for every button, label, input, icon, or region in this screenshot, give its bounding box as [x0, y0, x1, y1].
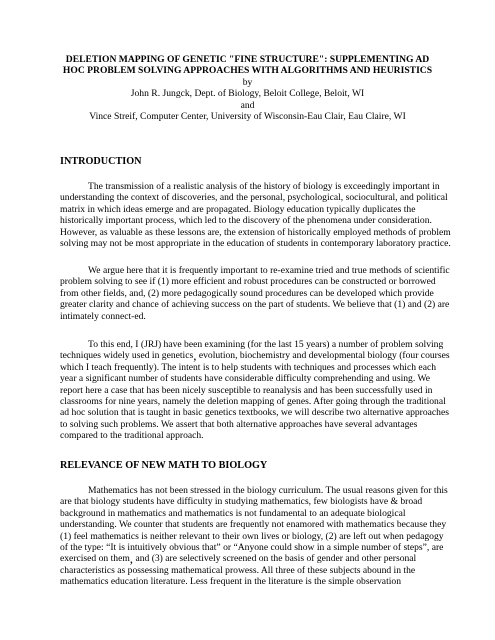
paragraph-relevance-1-mark: ,: [129, 551, 134, 567]
title-block: [60, 54, 435, 122]
paragraph-intro-2: We argue here that it is frequently important to re-examine tried and true methods of scientific problem solving to see if (1) more efficient and robust procedures can be constructed or borrowed from other fields, and, (2) more pedagogically sound procedures can be developed which provide greater clarity and chance of achieving success on the part of students. We believe that (1) and (2) are intimately connect-ed.: [60, 265, 450, 322]
paragraph-intro-3-mark: ,: [193, 348, 197, 364]
paragraph-intro-3-part-1: To this end, I (JRJ) have been examining (for the last 15 years) a number of problem solving techniques widely used in genetics: [60, 339, 444, 362]
paragraph-intro-3: [60, 339, 452, 442]
and-line: and: [240, 99, 255, 111]
paragraph-intro-3-part-2: evolution, biochemistry and developmental biology (four courses which I teach frequently). The intent is to help students with techniques and processes which each year a significant number of students have considerable difficulty comprehending and using. We report here a case that has been nicely susceptible to reanalysis and has been successfully used in classrooms for nine years, namely the deletion mapping of genes. After going through the traditional ad hoc solution that is taught in basic genetics textbooks, we will describe two alternative approaches to solving such problems. We assert that both alternative approaches have several advantages compared to the traditional approach.: [60, 350, 450, 442]
paragraph-intro-1: The transmission of a realistic analysis of the history of biology is exceedingly important in understanding the context of discoveries, and the personal, psychological, sociocultural, and political matrix in which ideas emerge and are propagated. Biology education typically duplicates the historically important process, which led to the discovery of the phenomena under consideration. However, as valuable as these lessons are, the extension of historically employed methods of problem solving may not be most appropriate in the education of students in contemporary laboratory practice.: [60, 181, 451, 250]
paragraph-relevance-1-part-1: Mathematics has not been stressed in the biology curriculum. The usual reasons given for this are that biology students have difficulty in studying mathematics, few biologists have & broad background in mathematics and mathematics is not fundamental to an adequate biological understanding. We counter that students are frequently not enamored with mathematics because they (1) feel mathematics is neither relevant to their own lives or biology, (2) are left out when pedagogy of the type: “It is intuitively obvious that” or “Anyone could show in a simple number of steps”, are exercised on them: [60, 485, 448, 565]
section-heading-introduction: INTRODUCTION: [60, 156, 142, 167]
paper-title: DELETION MAPPING OF GENETIC "FINE STRUCTURE": SUPPLEMENTING AD HOC PROBLEM SOLVING APPROACHES WITH ALGORITHMS AND HEURISTICS: [62, 54, 433, 77]
paragraph-relevance-1-part-2: and (3) are selectively screened on the basis of gender and other personal characteristics as possessing mathematical prowess. All three of these subjects abound in the mathematics education literature. Less frequent in the literature is the simple observation: [60, 553, 417, 588]
section-heading-relevance: RELEVANCE OF NEW MATH TO BIOLOGY: [60, 460, 268, 471]
author-2: Vince Streif, Computer Center, University of Wisconsin-Eau Clair, Eau Claire, WI: [89, 111, 406, 123]
by-line: by: [242, 76, 253, 88]
author-1: John R. Jungck, Dept. of Biology, Beloit College, Beloit, WI: [130, 88, 365, 100]
paragraph-relevance-1: [60, 485, 452, 588]
